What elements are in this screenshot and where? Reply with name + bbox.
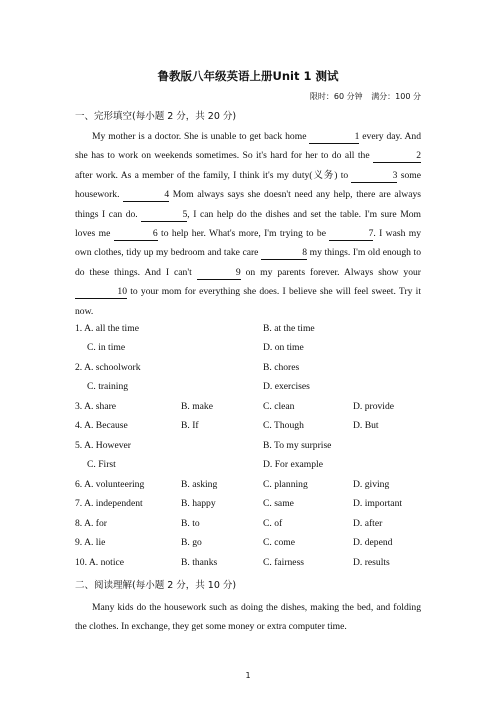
option-d: D. on time — [263, 342, 304, 353]
option-c: C. planning — [263, 479, 308, 490]
reading-paragraph: Many kids do the housework such as doing the dishes, making the bed, and folding the clothes. In exchange, they get some money or extra computer time. — [75, 602, 421, 633]
option-b: B. go — [181, 537, 202, 548]
option-c: C. of — [263, 518, 283, 529]
blank-8: 8 — [261, 247, 307, 260]
option-a: 6. A. volunteering — [75, 479, 145, 490]
question-5 — [75, 440, 421, 456]
option-b: B. to — [181, 518, 200, 529]
option-a: 4. A. Because — [75, 420, 128, 431]
blank-6: 6 — [114, 228, 158, 241]
option-a: 8. A. for — [75, 518, 107, 529]
cloze-passage — [75, 127, 421, 321]
passage-text: , I can help do the dishes and set the table. I'm sure Mom loves me — [75, 208, 421, 240]
option-b: B. asking — [181, 479, 218, 490]
passage-text: to your mom for everything she does. I believe she will feel sweet. Try it now. — [75, 286, 421, 317]
question-7 — [75, 498, 421, 514]
option-c: C. same — [263, 498, 294, 509]
question-5-row2 — [75, 459, 421, 475]
passage-text: . I wash my own clothes, tidy up my bedroom and take care — [75, 228, 421, 259]
blank-10: 10 — [75, 286, 127, 299]
option-a: 5. A. However — [75, 440, 131, 451]
option-d: D. But — [353, 420, 379, 431]
blank-3: 3 — [351, 170, 397, 183]
question-10 — [75, 557, 421, 573]
page-number: 1 — [245, 671, 251, 680]
question-1 — [75, 323, 421, 339]
time-limit: 限时：60 分钟 — [309, 92, 363, 101]
option-b: B. If — [181, 420, 199, 431]
option-d: D. depend — [353, 537, 393, 548]
option-c: C. clean — [263, 401, 295, 412]
passage-text: after work. As a member of the family, I think it's my duty(义务) to — [75, 169, 352, 181]
passage-text: some housework. — [75, 169, 421, 201]
passage-text: Mom always says she doesn't need any help, there are always things I can do. — [75, 189, 421, 220]
option-b: B. at the time — [263, 323, 315, 334]
option-b: B. chores — [263, 362, 300, 373]
full-score: 满分：100 分 — [371, 92, 421, 101]
option-d: D. exercises — [263, 381, 310, 392]
option-d: D. after — [353, 518, 383, 529]
blank-4: 4 — [123, 189, 169, 202]
blank-5: 5 — [141, 209, 187, 222]
passage-text: My mother is a doctor. She is unable to get back home — [92, 131, 310, 142]
option-d: D. results — [353, 557, 390, 568]
blank-9: 9 — [197, 267, 241, 280]
option-d: D. provide — [353, 401, 395, 412]
passage-text: every day. And she has to work on weekends sometimes. So it's hard for her to do all the — [75, 131, 421, 162]
question-4 — [75, 420, 421, 436]
option-c: C. fairness — [263, 557, 305, 568]
question-9 — [75, 537, 421, 553]
section-heading-cloze: 一、完形填空(每小题 2 分，共 20 分) — [75, 111, 237, 122]
question-3 — [75, 401, 421, 417]
page-title: 鲁教版八年级英语上册Unit 1 测试 — [157, 69, 339, 83]
passage-text: to help her. What's more, I'm trying to be — [157, 228, 330, 240]
blank-1: 1 — [309, 131, 359, 144]
option-a: 1. A. all the time — [75, 323, 139, 334]
option-c: C. First — [87, 459, 116, 470]
reading-passage — [75, 598, 421, 637]
question-2-row2 — [75, 381, 421, 397]
option-d: D. giving — [353, 479, 390, 490]
option-a: 2. A. schoolwork — [75, 362, 141, 373]
option-b: B. thanks — [181, 557, 218, 568]
option-a: 10. A. notice — [75, 557, 125, 568]
question-8 — [75, 518, 421, 534]
question-6 — [75, 479, 421, 495]
question-2 — [75, 362, 421, 378]
blank-7: 7 — [329, 228, 373, 241]
option-a: 9. A. lie — [75, 537, 106, 548]
option-a: 3. A. share — [75, 401, 117, 412]
section-heading-reading: 二、阅读理解(每小题 2 分，共 10 分) — [75, 580, 237, 591]
option-c: C. Though — [263, 420, 304, 431]
exam-info — [304, 91, 421, 102]
option-b: B. To my surprise — [263, 440, 332, 451]
option-a: 7. A. independent — [75, 498, 143, 509]
option-c: C. come — [263, 537, 295, 548]
option-d: D. For example — [263, 459, 323, 470]
option-c: C. training — [87, 381, 129, 392]
passage-text: on my parents forever. Always show your — [240, 266, 421, 278]
blank-2: 2 — [373, 150, 421, 163]
option-b: B. make — [181, 401, 213, 412]
option-b: B. happy — [181, 498, 216, 509]
option-d: D. important — [353, 498, 403, 509]
passage-text: my things. I'm old enough to do these things. And I can't — [75, 247, 421, 278]
question-1-row2 — [75, 342, 421, 358]
option-c: C. in time — [87, 342, 126, 353]
